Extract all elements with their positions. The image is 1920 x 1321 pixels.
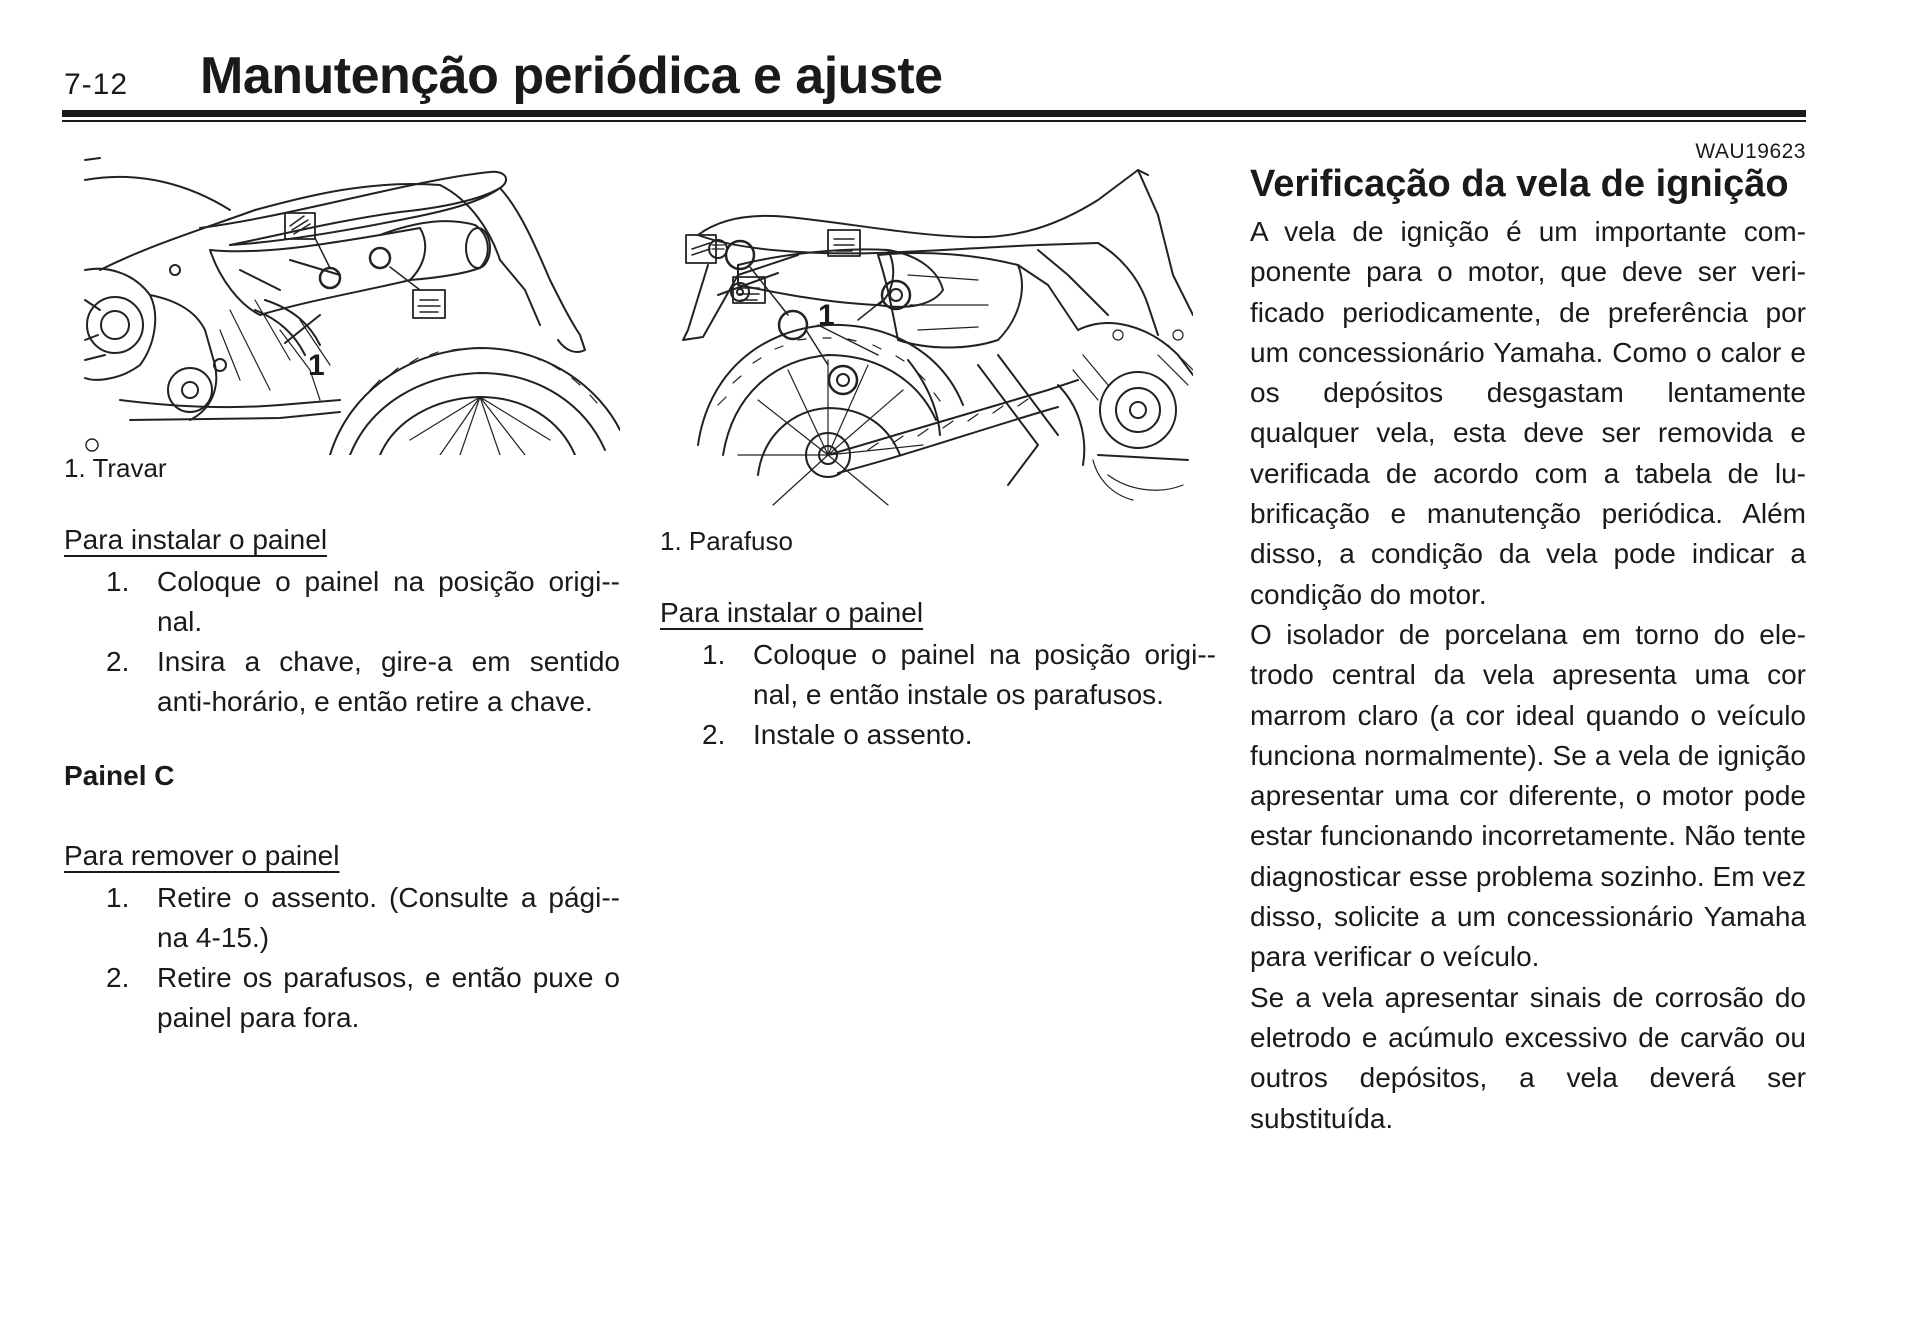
section-heading-painel-c: Painel C <box>64 760 175 791</box>
figure-caption: 1. Travar <box>64 453 167 483</box>
step-text: Coloque o painel na posição origi-nal, e então instale os parafusos. <box>753 639 1216 710</box>
document-code: WAU19623 <box>1695 140 1806 163</box>
step-number: 2. <box>702 719 726 750</box>
step-text: Insira a chave, gire-a em sentido anti-horário, e então retire a chave. <box>157 646 620 717</box>
step-text: Instale o assento. <box>753 719 973 750</box>
section-body <box>1250 212 1806 1139</box>
step-number: 1. <box>106 566 130 597</box>
install-panel-heading: Para instalar o painel <box>64 524 328 555</box>
body-paragraph: A vela de ignição é um importante componente para o motor, que deve ser verificado periodicamente, de preferência por um concessionário Yamaha. Como o calor e os depósitos desgastam lentamente qualquer vela, esta deve ser removida e verificada de acordo com a tabela de lubrificação e manutenção periódica. Além disso, a condição da vela pode indicar a condição do motor. <box>1250 216 1806 610</box>
figure-callout-label: 1 <box>308 349 325 382</box>
header-rule-thick <box>62 110 1806 117</box>
body-paragraph: O isolador de porcelana em torno do eletrodo central da vela apresenta uma cor marrom claro (a cor ideal quando o veículo funciona normalmente). Se a vela de ignição apresentar uma cor diferente, o motor pode estar funcionando incorretamente. Não tente diagnosticar esse problema sozinho. Em vez disso, solicite a um concessionário Yamaha para verificar o veículo. <box>1250 618 1806 973</box>
figure-panel-bolts <box>678 155 1193 510</box>
list-item <box>660 635 1216 715</box>
step-number: 1. <box>702 639 726 670</box>
install-panel-heading: Para instalar o painel <box>660 597 924 628</box>
figure-panel-lock <box>80 150 620 455</box>
list-item <box>64 958 620 1038</box>
header-rule-thin <box>62 120 1806 122</box>
page-title: Manutenção periódica e ajuste <box>200 47 943 105</box>
step-text: Retire o assento. (Consulte a pági-na 4-15.) <box>157 882 620 953</box>
install-steps-list <box>660 635 1216 755</box>
step-number: 1. <box>106 882 130 913</box>
list-item <box>660 715 1216 755</box>
step-number: 2. <box>106 646 130 677</box>
list-item <box>64 562 620 642</box>
step-text: Retire os parafusos, e então puxe o painel para fora. <box>157 962 620 1033</box>
remove-panel-heading: Para remover o painel <box>64 840 340 871</box>
list-item <box>64 878 620 958</box>
page-number: 7-12 <box>64 68 129 101</box>
step-text: Coloque o painel na posição origi-nal. <box>157 566 620 637</box>
figure-callout-label: 1 <box>818 299 835 332</box>
body-paragraph: Se a vela apresentar sinais de corrosão do eletrodo e acúmulo excessivo de carvão ou outros depósitos, a vela deverá ser substituída. <box>1250 981 1806 1134</box>
list-item <box>64 642 620 722</box>
remove-steps-list <box>64 878 620 1038</box>
section-title: Verificação da vela de ignição <box>1250 163 1789 205</box>
figure-caption: 1. Parafuso <box>660 526 793 556</box>
install-steps-list <box>64 562 620 722</box>
step-number: 2. <box>106 962 130 993</box>
